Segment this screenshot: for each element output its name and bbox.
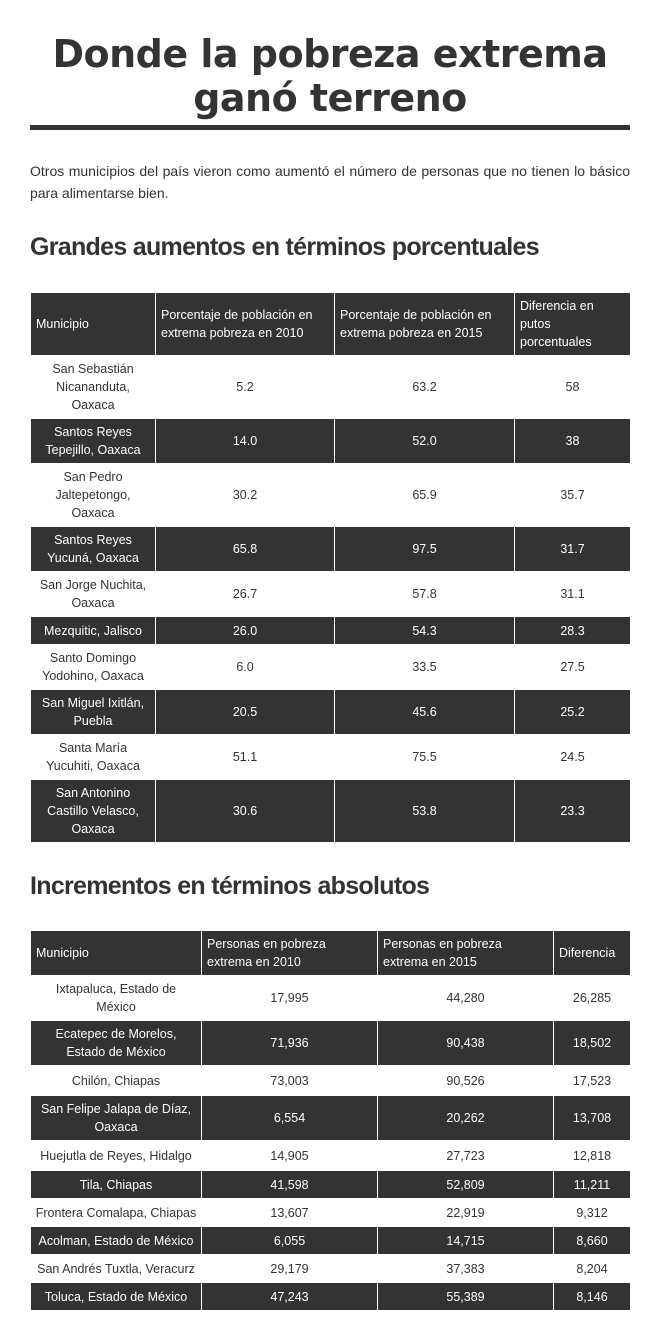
intro-paragraph: Otros municipios del país vieron como aumentó el número de personas que no tienen lo básico para alimentarse bien. bbox=[30, 163, 630, 201]
table-row bbox=[31, 1096, 631, 1141]
value-cell: 8,146 bbox=[554, 1283, 631, 1311]
column-header: Personas en pobreza extrema en 2015 bbox=[378, 931, 554, 976]
table-row bbox=[31, 976, 631, 1021]
municipio-cell: Mezquitic, Jalisco bbox=[31, 617, 156, 645]
municipio-cell: San Miguel Ixitlán, Puebla bbox=[31, 690, 156, 735]
value-cell: 37,383 bbox=[378, 1255, 554, 1283]
value-cell: 65.9 bbox=[335, 464, 515, 527]
column-header: Personas en pobreza extrema en 2010 bbox=[202, 931, 378, 976]
table-row bbox=[31, 1283, 631, 1311]
value-cell: 17,995 bbox=[202, 976, 378, 1021]
value-cell: 63.2 bbox=[335, 356, 515, 419]
value-cell: 75.5 bbox=[335, 735, 515, 780]
value-cell: 29,179 bbox=[202, 1255, 378, 1283]
value-cell: 53.8 bbox=[335, 780, 515, 843]
value-cell: 54.3 bbox=[335, 617, 515, 645]
table-header-row bbox=[31, 931, 631, 976]
table-row bbox=[31, 1227, 631, 1255]
table-row bbox=[31, 1141, 631, 1171]
column-header: Diferencia en putos porcentuales bbox=[515, 293, 631, 356]
municipio-cell: Frontera Comalapa, Chiapas bbox=[31, 1199, 202, 1227]
value-cell: 26.0 bbox=[156, 617, 335, 645]
table-row bbox=[31, 464, 631, 527]
column-header: Municipio bbox=[31, 293, 156, 356]
value-cell: 30.6 bbox=[156, 780, 335, 843]
value-cell: 13,708 bbox=[554, 1096, 631, 1141]
value-cell: 14.0 bbox=[156, 419, 335, 464]
municipio-cell: Huejutla de Reyes, Hidalgo bbox=[31, 1141, 202, 1171]
value-cell: 71,936 bbox=[202, 1021, 378, 1066]
table-row bbox=[31, 1171, 631, 1199]
municipio-cell: San Andrés Tuxtla, Veracurz bbox=[31, 1255, 202, 1283]
value-cell: 52,809 bbox=[378, 1171, 554, 1199]
value-cell: 97.5 bbox=[335, 527, 515, 572]
table-row bbox=[31, 1066, 631, 1096]
value-cell: 90,438 bbox=[378, 1021, 554, 1066]
value-cell: 52.0 bbox=[335, 419, 515, 464]
value-cell: 58 bbox=[515, 356, 631, 419]
value-cell: 8,204 bbox=[554, 1255, 631, 1283]
value-cell: 90,526 bbox=[378, 1066, 554, 1096]
value-cell: 6,055 bbox=[202, 1227, 378, 1255]
value-cell: 57.8 bbox=[335, 572, 515, 617]
value-cell: 14,715 bbox=[378, 1227, 554, 1255]
value-cell: 6.0 bbox=[156, 645, 335, 690]
municipio-cell: Ixtapaluca, Estado de México bbox=[31, 976, 202, 1021]
table-row bbox=[31, 419, 631, 464]
municipio-cell: Santa María Yucuhiti, Oaxaca bbox=[31, 735, 156, 780]
value-cell: 8,660 bbox=[554, 1227, 631, 1255]
value-cell: 22,919 bbox=[378, 1199, 554, 1227]
column-header: Porcentaje de población en extrema pobreza en 2010 bbox=[156, 293, 335, 356]
municipio-cell: Ecatepec de Morelos, Estado de México bbox=[31, 1021, 202, 1066]
value-cell: 47,243 bbox=[202, 1283, 378, 1311]
value-cell: 9,312 bbox=[554, 1199, 631, 1227]
title-divider bbox=[30, 125, 630, 130]
municipio-cell: Santos Reyes Tepejillo, Oaxaca bbox=[31, 419, 156, 464]
municipio-cell: Chilón, Chiapas bbox=[31, 1066, 202, 1096]
municipio-cell: Santo Domingo Yodohino, Oaxaca bbox=[31, 645, 156, 690]
column-header: Municipio bbox=[31, 931, 202, 976]
table2-heading: Incrementos en términos absolutos bbox=[30, 872, 430, 900]
table-row bbox=[31, 572, 631, 617]
title-line-2: ganó terreno bbox=[193, 76, 467, 120]
municipio-cell: San Felipe Jalapa de Díaz, Oaxaca bbox=[31, 1096, 202, 1141]
municipio-cell: Santos Reyes Yucuná, Oaxaca bbox=[31, 527, 156, 572]
page-title bbox=[30, 0, 630, 120]
value-cell: 26.7 bbox=[156, 572, 335, 617]
value-cell: 27.5 bbox=[515, 645, 631, 690]
value-cell: 12,818 bbox=[554, 1141, 631, 1171]
column-header: Porcentaje de población en extrema pobreza en 2015 bbox=[335, 293, 515, 356]
table-row bbox=[31, 690, 631, 735]
municipio-cell: Acolman, Estado de México bbox=[31, 1227, 202, 1255]
municipio-cell: Toluca, Estado de México bbox=[31, 1283, 202, 1311]
value-cell: 6,554 bbox=[202, 1096, 378, 1141]
value-cell: 73,003 bbox=[202, 1066, 378, 1096]
municipio-cell: San Pedro Jaltepetongo, Oaxaca bbox=[31, 464, 156, 527]
column-header: Diferencia bbox=[554, 931, 631, 976]
municipio-cell: San Antonino Castillo Velasco, Oaxaca bbox=[31, 780, 156, 843]
value-cell: 31.1 bbox=[515, 572, 631, 617]
table-row bbox=[31, 527, 631, 572]
value-cell: 25.2 bbox=[515, 690, 631, 735]
title-line-1: Donde la pobreza extrema bbox=[52, 32, 608, 76]
table-row bbox=[31, 617, 631, 645]
article bbox=[30, 0, 630, 1311]
value-cell: 41,598 bbox=[202, 1171, 378, 1199]
value-cell: 51.1 bbox=[156, 735, 335, 780]
municipio-cell: Tila, Chiapas bbox=[31, 1171, 202, 1199]
table1-heading: Grandes aumentos en términos porcentuales bbox=[30, 233, 539, 261]
value-cell: 14,905 bbox=[202, 1141, 378, 1171]
municipio-cell: San Jorge Nuchita, Oaxaca bbox=[31, 572, 156, 617]
table-row bbox=[31, 645, 631, 690]
value-cell: 44,280 bbox=[378, 976, 554, 1021]
value-cell: 11,211 bbox=[554, 1171, 631, 1199]
value-cell: 20.5 bbox=[156, 690, 335, 735]
value-cell: 27,723 bbox=[378, 1141, 554, 1171]
value-cell: 13,607 bbox=[202, 1199, 378, 1227]
table-row bbox=[31, 1255, 631, 1283]
value-cell: 33.5 bbox=[335, 645, 515, 690]
value-cell: 30.2 bbox=[156, 464, 335, 527]
table-row bbox=[31, 1199, 631, 1227]
value-cell: 18,502 bbox=[554, 1021, 631, 1066]
value-cell: 45.6 bbox=[335, 690, 515, 735]
value-cell: 65.8 bbox=[156, 527, 335, 572]
value-cell: 20,262 bbox=[378, 1096, 554, 1141]
value-cell: 26,285 bbox=[554, 976, 631, 1021]
value-cell: 23.3 bbox=[515, 780, 631, 843]
value-cell: 38 bbox=[515, 419, 631, 464]
value-cell: 5.2 bbox=[156, 356, 335, 419]
table-row bbox=[31, 356, 631, 419]
value-cell: 35.7 bbox=[515, 464, 631, 527]
table-row bbox=[31, 735, 631, 780]
municipio-cell: San Sebastián Nicananduta, Oaxaca bbox=[31, 356, 156, 419]
value-cell: 31.7 bbox=[515, 527, 631, 572]
value-cell: 17,523 bbox=[554, 1066, 631, 1096]
percentage-increase-table bbox=[30, 292, 631, 843]
value-cell: 24.5 bbox=[515, 735, 631, 780]
table-row bbox=[31, 1021, 631, 1066]
table-row bbox=[31, 780, 631, 843]
value-cell: 55,389 bbox=[378, 1283, 554, 1311]
absolute-increase-table bbox=[30, 930, 631, 1311]
value-cell: 28.3 bbox=[515, 617, 631, 645]
table-header-row bbox=[31, 293, 631, 356]
